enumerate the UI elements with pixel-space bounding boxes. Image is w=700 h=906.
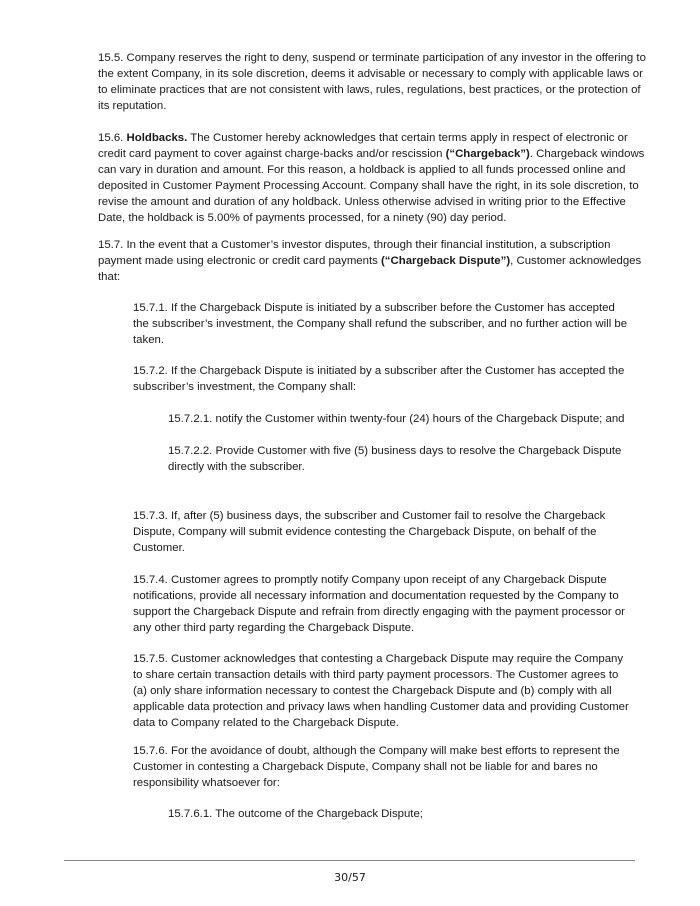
clause-15-7-6-1: 15.7.6.1. The outcome of the Chargeback Dispute;	[168, 808, 423, 820]
clause-15-7	[98, 237, 646, 285]
clause-15-5: 15.5. Company reserves the right to deny, suspend or terminate participation of any investor in the offering to the extent Company, in its sole discretion, deems it advisable or necessary to comply with applicable laws or to eliminate practices that are not consistent with laws, rules, regulations, best practices, or the protection of its reputation.	[98, 52, 646, 112]
clause-15-7-2-1: 15.7.2.1. notify the Customer within twenty-four (24) hours of the Chargeback Dispute; and	[168, 413, 625, 425]
clause-15-7-2: 15.7.2. If the Chargeback Dispute is initiated by a subscriber after the Customer has accepted the subscriber’s investment, the Company shall:	[133, 365, 625, 393]
clause-heading: Holdbacks.	[126, 132, 188, 144]
clause-text: The Customer hereby acknowledges that certain terms apply in respect of electronic or credit card payment to cover against charge-backs and/or rescission	[98, 132, 628, 160]
page-number: 30/57	[334, 871, 366, 884]
clause-text: . Chargeback windows can vary in duration and amount. For this reason, a holdback is applied to all funds processed online and deposited in Customer Payment Processing Account. Company shall have the right, in its sole discretion, to revise the amount and duration of any holdback. Unless otherwise advised in writing prior to the Effective Date, the holdback is 5.00% of payments processed, for a ninety (90) day period.	[98, 148, 645, 224]
clause-text: , Customer acknowledges that:	[98, 255, 642, 283]
clause-15-7-5: 15.7.5. Customer acknowledges that contesting a Chargeback Dispute may require the Company to share certain transaction details with third party payment processors. The Customer agrees to (a) only share information necessary to contest the Chargeback Dispute and (b) comply with all applicable data protection and privacy laws when handling Customer data and providing Customer data to Company related to the Chargeback Dispute.	[133, 653, 629, 729]
clause-number: 15.6.	[98, 132, 124, 144]
clause-15-6	[98, 130, 646, 226]
clause-text: 15.7. In the event that a Customer’s investor disputes, through their financial institution, a subscription payment made using electronic or credit card payments	[98, 239, 611, 267]
clause-15-7-4: 15.7.4. Customer agrees to promptly notify Company upon receipt of any Chargeback Dispute notifications, provide all necessary information and documentation requested by the Company to support the Chargeback Dispute and refrain from directly engaging with the payment processor or any other third party regarding the Chargeback Dispute.	[133, 574, 625, 634]
clause-15-7-1: 15.7.1. If the Chargeback Dispute is initiated by a subscriber before the Customer has accepted the subscriber’s investment, the Company shall refund the subscriber, and no further action will be taken.	[133, 302, 628, 346]
footer-divider	[64, 860, 635, 861]
clause-15-7-2-2: 15.7.2.2. Provide Customer with five (5) business days to resolve the Chargeback Dispute directly with the subscriber.	[168, 445, 622, 473]
defined-term: (“Chargeback”)	[445, 148, 530, 160]
clause-15-7-3: 15.7.3. If, after (5) business days, the subscriber and Customer fail to resolve the Chargeback Dispute, Company will submit evidence contesting the Chargeback Dispute, on behalf of the Customer.	[133, 510, 606, 554]
defined-term: (“Chargeback Dispute”)	[381, 255, 511, 267]
clause-15-7-6: 15.7.6. For the avoidance of doubt, although the Company will make best efforts to represent the Customer in contesting a Chargeback Dispute, Company shall not be liable for and bares no responsibility whatsoever for:	[133, 745, 620, 789]
